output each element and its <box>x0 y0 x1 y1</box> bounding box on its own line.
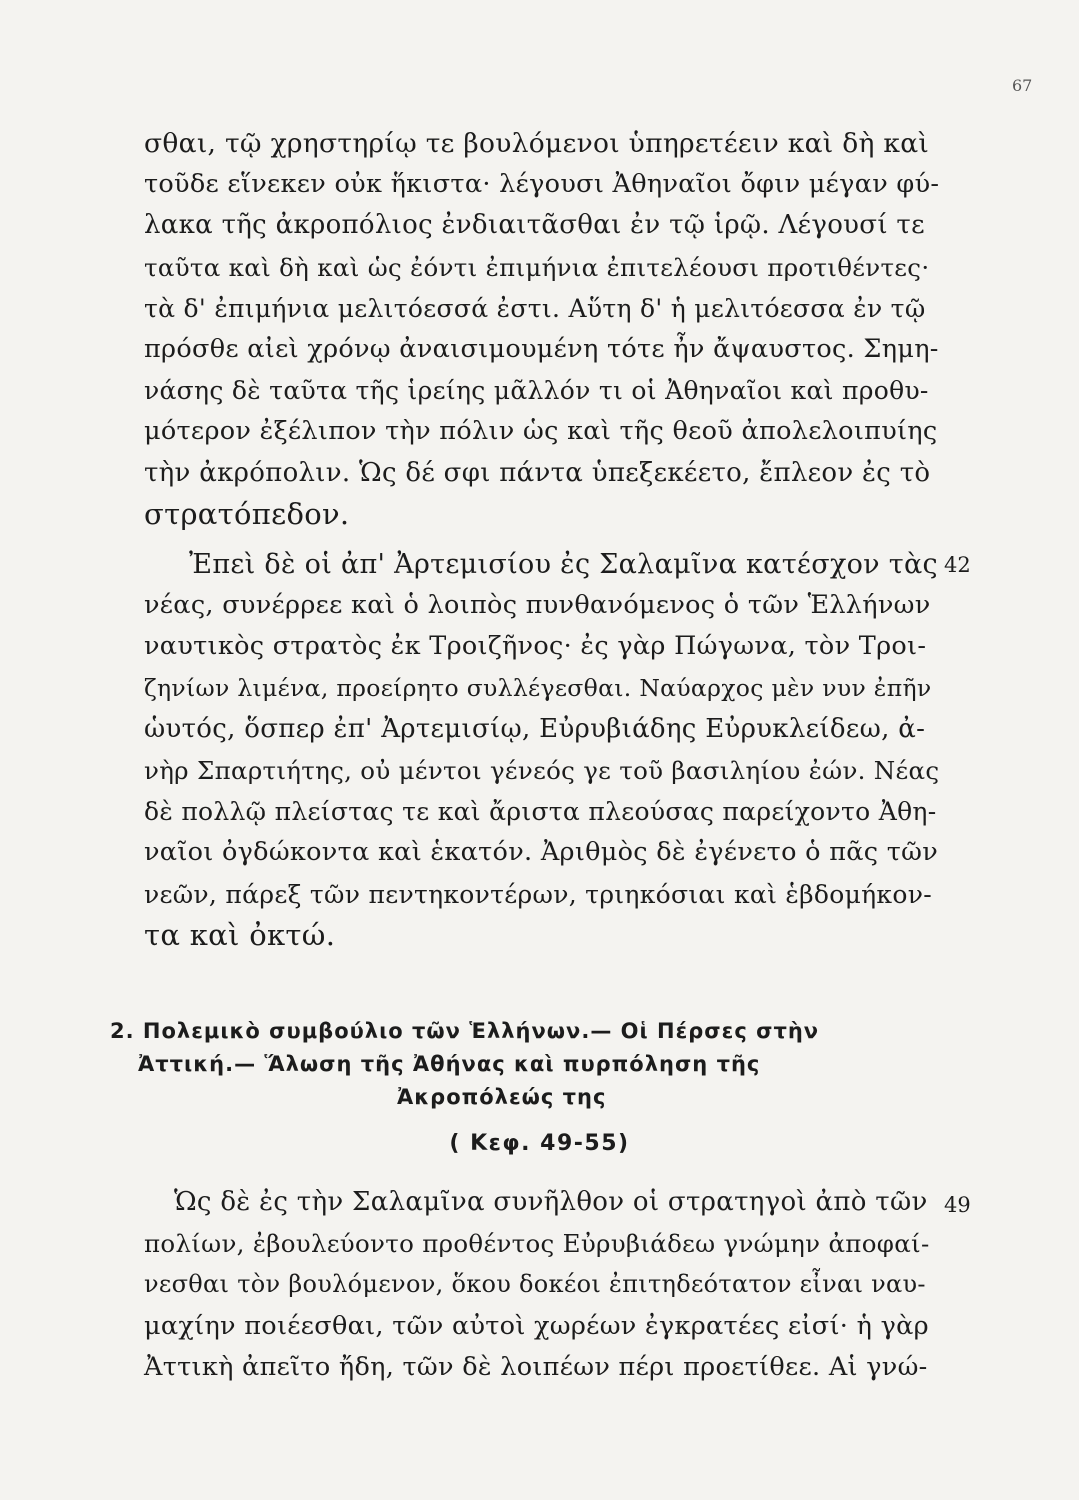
margin-chapter-number: 42 <box>944 553 971 577</box>
text-line: νέας, συνέρρεε καὶ ὁ λοιπὸς πυνθανόμενος ὁ τῶν Ἑλλήνων <box>144 590 931 621</box>
text-line: πολίων, ἐβουλεύοντο προθέντος Εὐρυβιάδεω γνώμην ἀποφαί- <box>144 1229 930 1259</box>
text-line: νεσθαι τὸν βουλόμενον, ὅκου δοκέοι ἐπιτηδεότατον εἶναι ναυ- <box>144 1270 926 1299</box>
text-line: ὡυτός, ὅσπερ ἐπ' Ἀρτεμισίῳ, Εὐρυβιάδης Εὐρυκλείδεω, ἀ- <box>144 713 926 744</box>
paragraph-3 <box>144 1182 939 1388</box>
text-line: τὰ δ' ἐπιμήνια μελιτόεσσά ἐστι. Αὕτη δ' ἡ μελιτόεσσα ἐν τῷ <box>144 293 926 323</box>
text-line: ζηνίων λιμένα, προείρητο συλλέγεσθαι. Ναύαρχος μὲν νυν ἐπῆν <box>144 673 932 702</box>
text-line: ναυτικὸς στρατὸς ἐκ Τροιζῆνος· ἐς γὰρ Πώγωνα, τὸν Τροι- <box>144 631 927 662</box>
section-heading <box>110 1015 940 1114</box>
chapter-reference: ( Κεφ. 49-55) <box>449 1131 630 1156</box>
text-line: νεῶν, πάρεξ τῶν πεντηκοντέρων, τριηκόσιαι καὶ ἑβδομήκον- <box>144 879 932 909</box>
paragraph-2 <box>144 544 939 956</box>
paragraph-1 <box>144 123 939 535</box>
text-line: πρόσθε αἰεὶ χρόνῳ ἀναισιμουμένη τότε ἦν ἄψαυστος. Σημη- <box>144 334 939 365</box>
text-line: ναῖοι ὀγδώκοντα καὶ ἑκατόν. Ἀριθμὸς δὲ ἐγένετο ὁ πᾶς τῶν <box>144 837 939 868</box>
text-line: Ὡς δὲ ἐς τὴν Σαλαμῖνα συνῆλθον οἱ στρατηγοὶ ἀπὸ τῶν <box>174 1187 928 1217</box>
margin-chapter-number: 49 <box>944 1193 971 1217</box>
heading-line: 2. Πολεμικὸ συμβούλιο τῶν Ἑλλήνων.— Οἱ Πέρσες στὴν <box>110 1019 820 1043</box>
text-line: τὴν ἀκρόπολιν. Ὡς δέ σφι πάντα ὑπεξεκέετο, ἔπλεον ἐς τὸ <box>144 457 931 488</box>
text-line: Ἀττικὴ ἀπεῖτο ἤδη, τῶν δὲ λοιπέων πέρι προετίθεε. Αἱ γνώ- <box>144 1351 928 1382</box>
heading-line: Ἀττική.— Ἅλωση τῆς Ἀθήνας καὶ πυρπόληση τῆς <box>138 1052 761 1076</box>
page-number: 67 <box>1012 76 1033 95</box>
text-line: νὴρ Σπαρτιήτης, οὐ μέντοι γένεός γε τοῦ βασιληίου ἐών. Νέας <box>144 756 940 786</box>
text-line: στρατόπεδον. <box>144 496 350 531</box>
text-line: ταῦτα καὶ δὴ καὶ ὡς ἐόντι ἐπιμήνια ἐπιτελέουσι προτιθέντες· <box>144 252 930 282</box>
text-line: τα καὶ ὀκτώ. <box>144 917 336 952</box>
text-line: μαχίην ποιέεσθαι, τῶν αὐτοὶ χωρέων ἐγκρατέες εἰσί· ἡ γὰρ <box>144 1310 929 1341</box>
heading-line: Ἀκροπόλεώς της <box>397 1085 607 1109</box>
text-line: λακα τῆς ἀκροπόλιος ἐνδιαιτᾶσθαι ἐν τῷ ἱρῷ. Λέγουσί τε <box>144 210 925 241</box>
text-line: σθαι, τῷ χρηστηρίῳ τε βουλόμενοι ὑπηρετέειν καὶ δὴ καὶ <box>144 128 930 159</box>
text-line: μότερον ἐξέλιπον τὴν πόλιν ὡς καὶ τῆς θεοῦ ἀπολελοιπυίης <box>144 416 938 447</box>
text-line: νάσης δὲ ταῦτα τῆς ἱρείης μᾶλλόν τι οἱ Ἀθηναῖοι καὶ προθυ- <box>144 376 929 406</box>
text-line: τοῦδε εἵνεκεν οὐκ ἥκιστα· λέγουσι Ἀθηναῖοι ὄφιν μέγαν φύ- <box>144 169 940 200</box>
text-line: δὲ πολλῷ πλείστας τε καὶ ἄριστα πλεούσας παρείχοντο Ἀθη- <box>144 797 937 827</box>
text-line: Ἐπεὶ δὲ οἱ ἀπ' Ἀρτεμισίου ἐς Σαλαμῖνα κατέσχον τὰς <box>189 549 938 580</box>
